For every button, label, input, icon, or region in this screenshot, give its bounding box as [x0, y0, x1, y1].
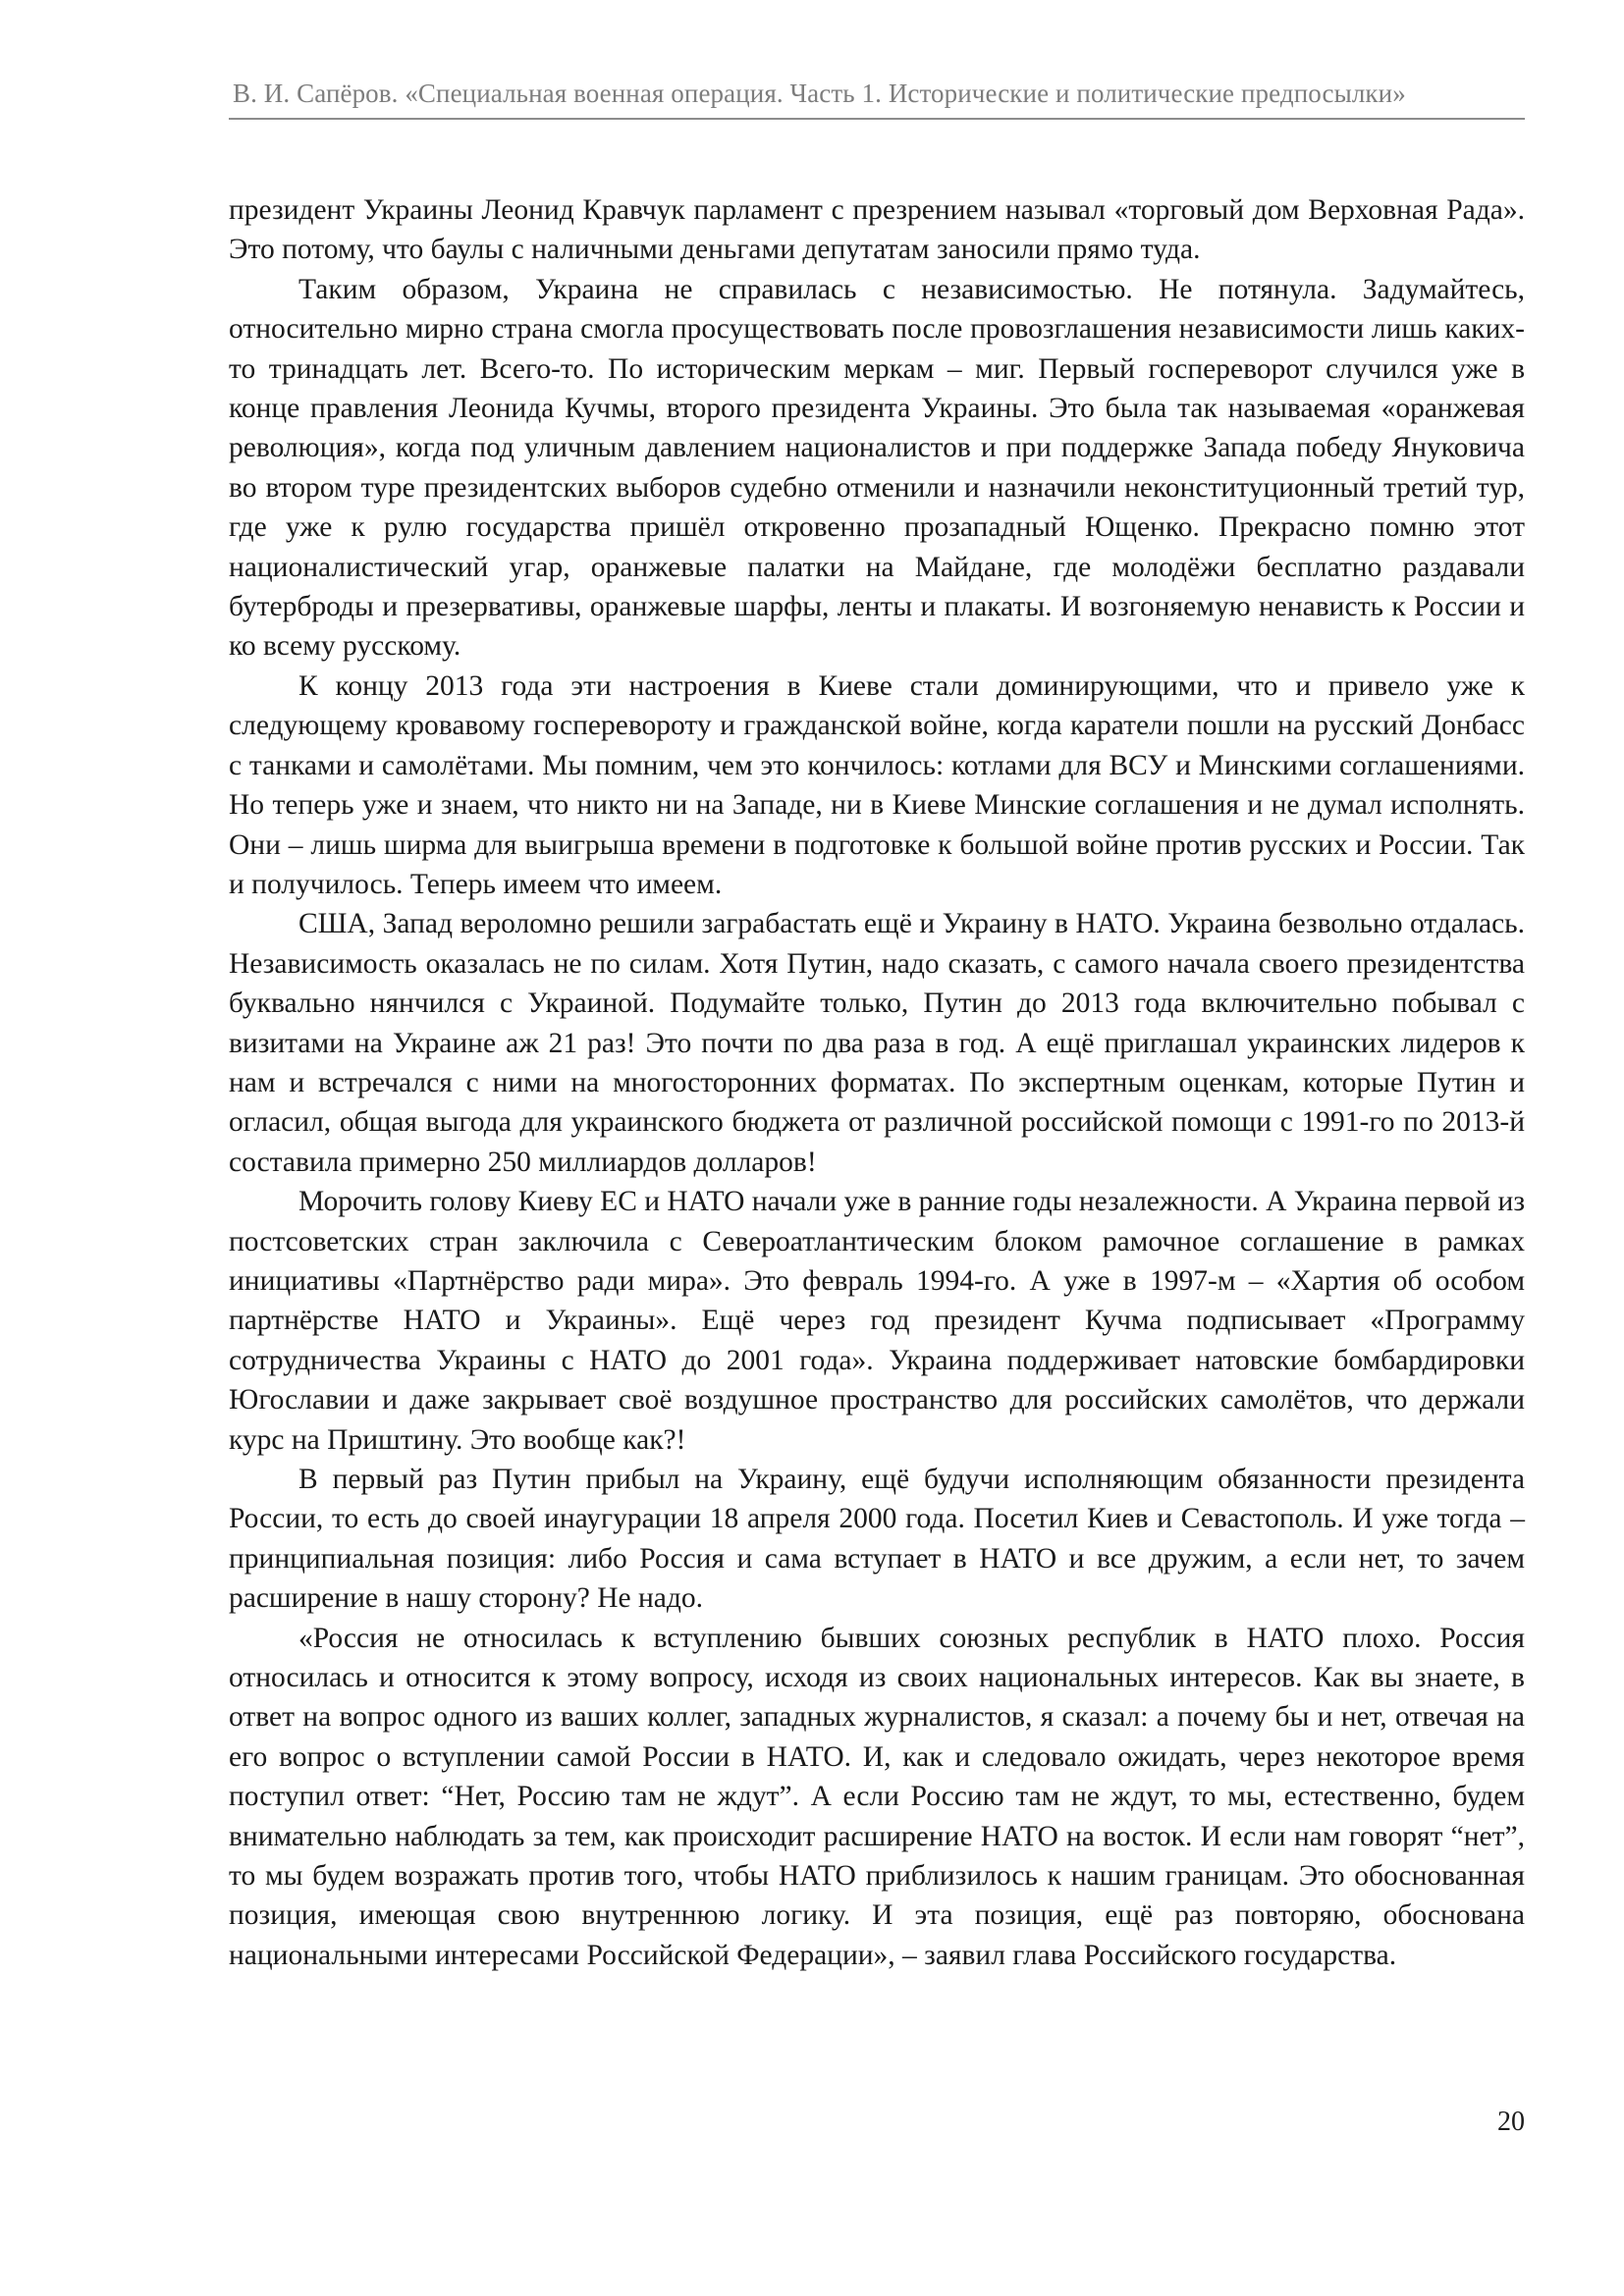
paragraph: В первый раз Путин прибыл на Украину, ещё будучи исполняющим обязанности президента России, то есть до своей инаугурации 18 апреля 2000 года. Посетил Киев и Севастополь. И уже тогда – принципиальная позиция: либо Россия и сама вступает в НАТО и все дружим, а если нет, то зачем расширение в нашу сторону? Не надо. [229, 1464, 1525, 1615]
page-body [229, 190, 1525, 1975]
running-header [229, 71, 1525, 120]
paragraph-continued: президент Украины Леонид Кравчук парламент с презрением называл «торговый дом Верховная Рада». Это потому, что баулы с наличными деньгами депутатам заносили прямо туда. [229, 194, 1525, 266]
paragraph: Морочить голову Киеву ЕС и НАТО начали уже в ранние годы незалежности. А Украина первой из постсоветских стран заключила с Североатлантическим блоком рамочное соглашение в рамках инициативы «Партнёрство ради мира». Это февраль 1994-го. А уже в 1997-м – «Хартия об особом партнёрстве НАТО и Украины». Ещё через год президент Кучма подписывает «Программу сотрудничества Украины с НАТО до 2001 года». Украина поддерживает натовские бомбардировки Югославии и даже закрывает своё воздушное пространство для российских самолётов, что держали курс на Приштину. Это вообще как?! [229, 1186, 1525, 1456]
paragraph-quote: «Россия не относилась к вступлению бывших союзных республик в НАТО плохо. Россия относилась и относится к этому вопросу, исходя из своих национальных интересов. Как вы знаете, в ответ на вопрос одного из ваших коллег, западных журналистов, я сказал: а почему бы и нет, отвечая на его вопрос о вступлении самой России в НАТО. И, как и следовало ожидать, через некоторое время поступил ответ: “Нет, Россию там не ждут”. А если Россию там не ждут, то мы, естественно, будем внимательно наблюдать за тем, как происходит расширение НАТО на восток. И если нам говорят “нет”, то мы будем возражать против того, чтобы НАТО приблизилось к нашим границам. Это обоснованная позиция, имеющая свою внутреннюю логику. И эта позиция, ещё раз повторяю, обоснована национальными интересами Российской Федерации», – заявил глава Российского государства. [229, 1622, 1525, 1971]
paragraph: США, Запад вероломно решили заграбастать ещё и Украину в НАТО. Украина безвольно отдалась. Независимость оказалась не по силам. Хотя Путин, надо сказать, с самого начала своего президентства буквально нянчился с Украиной. Подумайте только, Путин до 2013 года включительно побывал с визитами на Украине аж 21 раз! Это почти по два раза в год. А ещё приглашал украинских лидеров к нам и встречался с ними на многосторонних форматах. По экспертным оценкам, которые Путин и огласил, общая выгода для украинского бюджета от различной российской помощи с 1991-го по 2013-й составила примерно 250 миллиардов долларов! [229, 908, 1525, 1178]
paragraph: Таким образом, Украина не справилась с независимостью. Не потянула. Задумайтесь, относительно мирно страна смогла просуществовать после провозглашения независимости лишь каких-то тринадцать лет. Всего-то. По историческим меркам – миг. Первый госпереворот случился уже в конце правления Леонида Кучмы, второго президента Украины. Это была так называемая «оранжевая революция», когда под уличным давлением националистов и при поддержке Запада победу Януковича во втором туре президентских выборов судебно отменили и назначили неконституционный третий тур, где уже к рулю государства пришёл откровенно прозападный Ющенко. Прекрасно помню этот националистический угар, оранжевые палатки на Майдане, где молодёжи бесплатно раздавали бутерброды и презервативы, оранжевые шарфы, ленты и плакаты. И возгоняемую ненависть к России и ко всему русскому. [229, 273, 1525, 663]
paragraph: К концу 2013 года эти настроения в Киеве стали доминирующими, что и привело уже к следующему кровавому госперевороту и гражданской войне, когда каратели пошли на русский Донбасс с танками и самолётами. Мы помним, чем это кончилось: котлами для ВСУ и Минскими соглашениями. Но теперь уже и знаем, что никто ни на Западе, ни в Киеве Минские соглашения и не думал исполнять. Они – лишь ширма для выигрыша времени в подготовке к большой войне против русских и России. Так и получилось. Теперь имеем что имеем. [229, 669, 1525, 900]
running-title: В. И. Сапёров. «Специальная военная операция. Часть 1. Исторические и политические предпосылки» [233, 79, 1406, 108]
page-number: 20 [1497, 2107, 1525, 2137]
